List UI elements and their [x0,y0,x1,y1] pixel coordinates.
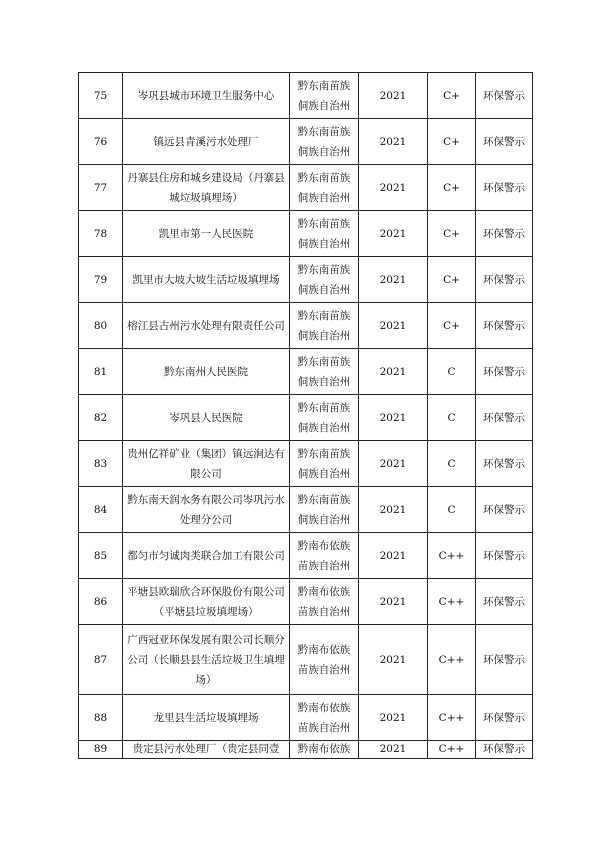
table-row [79,741,533,759]
year: 2021 [379,89,407,102]
grade: C+ [443,181,460,194]
row-number-cell [79,119,123,165]
grade: C+ [443,319,460,332]
grade: C+ [443,227,460,240]
table-row [79,211,533,257]
grade: C [447,411,456,424]
region-cell [290,257,359,303]
row-number-cell [79,395,123,441]
enterprise-name-cell [123,73,290,119]
row-number-cell [79,487,123,533]
grade: C [447,457,456,470]
year-cell [359,487,428,533]
warning-type-cell [476,741,533,759]
region: 黔东南苗族侗族自治州 [297,79,351,112]
region: 黔东南苗族侗族自治州 [297,355,351,388]
year-cell [359,533,428,579]
region: 黔东南苗族侗族自治州 [297,447,351,480]
region: 黔东南苗族侗族自治州 [297,263,351,296]
warning-type-cell [476,625,533,695]
row-number-cell [79,695,123,741]
warning-type-cell [476,211,533,257]
region: 黔东南苗族侗族自治州 [297,171,351,204]
warning-type: 环保警示 [483,743,525,755]
year: 2021 [379,711,407,724]
grade-cell [428,395,476,441]
row-number-cell [79,741,123,759]
row-number: 75 [93,89,108,102]
grade-cell [428,741,476,759]
enterprise-name-cell [123,695,290,741]
table-row [79,533,533,579]
grade-cell [428,349,476,395]
enterprise-name: 贵定县污水处理厂（贵定县同壹 [132,743,280,755]
grade-cell [428,257,476,303]
grade: C+ [443,89,460,102]
year: 2021 [379,365,407,378]
year-cell [359,625,428,695]
region: 黔东南苗族侗族自治州 [297,217,351,250]
enterprise-name: 榕江县古州污水处理有限责任公司 [127,319,285,332]
grade: C [447,503,456,516]
year: 2021 [379,503,407,516]
year-cell [359,211,428,257]
enterprise-name-cell [123,741,290,759]
warning-type-cell [476,487,533,533]
region-cell [290,165,359,211]
region: 黔南布依族苗族自治州 [297,701,351,734]
grade-cell [428,211,476,257]
table-row [79,165,533,211]
row-number-cell [79,625,123,695]
row-number: 86 [93,595,108,608]
year-cell [359,349,428,395]
year: 2021 [379,181,407,194]
enterprise-name: 黔东南天润水务有限公司岑巩污水处理分公司 [127,493,285,526]
year-cell [359,395,428,441]
year-cell [359,165,428,211]
grade-cell [428,487,476,533]
year: 2021 [379,595,407,608]
row-number-cell [79,441,123,487]
enterprise-name: 凯里市大坡大坡生活垃圾填埋场 [132,273,280,286]
warning-type-cell [476,441,533,487]
row-number-cell [79,349,123,395]
year-cell [359,303,428,349]
year-cell [359,119,428,165]
grade: C++ [438,595,465,608]
row-number-cell [79,533,123,579]
warning-type: 环保警示 [483,181,525,194]
region: 黔南布依族苗族自治州 [297,539,351,572]
enterprise-name-cell [123,303,290,349]
region-cell [290,395,359,441]
year-cell [359,441,428,487]
table-row [79,303,533,349]
grade: C+ [443,273,460,286]
year-cell [359,73,428,119]
region-cell [290,303,359,349]
row-number: 81 [93,365,108,378]
region-cell [290,625,359,695]
table-row [79,119,533,165]
year: 2021 [379,411,407,424]
row-number-cell [79,303,123,349]
row-number: 77 [93,181,108,194]
region-cell [290,487,359,533]
region-cell [290,579,359,625]
warning-type: 环保警示 [483,89,525,102]
enterprise-name: 岑巩县城市环境卫生服务中心 [137,89,275,102]
region-cell [290,349,359,395]
grade: C [447,365,456,378]
warning-type: 环保警示 [483,503,525,516]
enterprise-name: 龙里县生活垃圾填埋场 [153,711,259,724]
grade: C++ [438,743,465,755]
row-number: 78 [93,227,108,240]
warning-type-cell [476,257,533,303]
table-row [79,625,533,695]
warning-type-cell [476,165,533,211]
region-cell [290,119,359,165]
grade-cell [428,73,476,119]
enterprise-name-cell [123,165,290,211]
enterprise-name: 丹寨县住房和城乡建设局（丹寨县城垃圾填埋场） [127,171,285,204]
region-cell [290,695,359,741]
year-cell [359,695,428,741]
region-cell [290,211,359,257]
grade: C+ [443,135,460,148]
warning-type-cell [476,119,533,165]
row-number: 76 [93,135,108,148]
warning-type: 环保警示 [483,549,525,562]
warning-type: 环保警示 [483,595,525,608]
warning-type: 环保警示 [483,135,525,148]
row-number: 85 [93,549,108,562]
enterprise-name-cell [123,257,290,303]
row-number: 88 [93,711,108,724]
year: 2021 [379,135,407,148]
table-row [79,395,533,441]
region: 黔东南苗族侗族自治州 [297,309,351,342]
warning-type-cell [476,349,533,395]
warning-type-cell [476,695,533,741]
warning-type-cell [476,303,533,349]
region-cell [290,533,359,579]
grade-cell [428,441,476,487]
row-number-cell [79,257,123,303]
enterprise-name-cell [123,579,290,625]
table-row [79,487,533,533]
region-cell [290,441,359,487]
enterprise-name-cell [123,441,290,487]
grade: C++ [438,653,465,666]
table-row [79,257,533,303]
year: 2021 [379,227,407,240]
year-cell [359,579,428,625]
enterprise-name-cell [123,349,290,395]
table-row [79,441,533,487]
enterprise-name: 都匀市匀诚肉类联合加工有限公司 [127,549,285,562]
row-number-cell [79,579,123,625]
table-row [79,349,533,395]
warning-type: 环保警示 [483,411,525,424]
region: 黔南布依族苗族自治州 [297,585,351,618]
row-number: 89 [93,743,108,755]
enterprise-name-cell [123,625,290,695]
grade-cell [428,695,476,741]
enterprise-name: 广西冠亚环保发展有限公司长顺分公司（长顺县县生活垃圾卫生填埋场） [127,633,285,686]
year: 2021 [379,319,407,332]
year-cell [359,741,428,759]
enterprise-name-cell [123,119,290,165]
table-row [79,73,533,119]
enterprise-name: 凯里市第一人民医院 [158,227,254,240]
grade: C++ [438,711,465,724]
warning-type-cell [476,73,533,119]
region-cell [290,73,359,119]
region-cell [290,741,359,759]
warning-type: 环保警示 [483,227,525,240]
grade-cell [428,625,476,695]
table-row [79,695,533,741]
grade-cell [428,533,476,579]
region: 黔东南苗族侗族自治州 [297,401,351,434]
row-number-cell [79,165,123,211]
row-number: 84 [93,503,108,516]
region: 黔南布依族 [297,743,351,755]
year: 2021 [379,457,407,470]
enterprise-rating-table [78,72,533,759]
year-cell [359,257,428,303]
grade: C++ [438,549,465,562]
row-number: 82 [93,411,108,424]
enterprise-name: 镇远县青溪污水处理厂 [153,135,259,148]
enterprise-name-cell [123,487,290,533]
enterprise-name-cell [123,395,290,441]
warning-type: 环保警示 [483,653,525,666]
year: 2021 [379,549,407,562]
warning-type: 环保警示 [483,711,525,724]
row-number-cell [79,211,123,257]
warning-type: 环保警示 [483,365,525,378]
year: 2021 [379,273,407,286]
region: 黔南布依族苗族自治州 [297,643,351,676]
grade-cell [428,303,476,349]
warning-type-cell [476,533,533,579]
row-number: 83 [93,457,108,470]
enterprise-name: 黔东南州人民医院 [164,365,248,378]
row-number: 79 [93,273,108,286]
region: 黔东南苗族侗族自治州 [297,125,351,158]
enterprise-name: 贵州亿祥矿业（集团）镇远涧达有限公司 [127,447,285,480]
warning-type: 环保警示 [483,457,525,470]
year: 2021 [379,743,407,755]
warning-type: 环保警示 [483,273,525,286]
year: 2021 [379,653,407,666]
table-row [79,579,533,625]
row-number: 87 [93,653,108,666]
enterprise-name: 平塘县欧瑞欣合环保股份有限公司（平塘县垃圾填埋场） [127,585,285,618]
enterprise-name-cell [123,211,290,257]
grade-cell [428,579,476,625]
warning-type: 环保警示 [483,319,525,332]
row-number-cell [79,73,123,119]
table-body [79,73,533,759]
grade-cell [428,165,476,211]
grade-cell [428,119,476,165]
row-number: 80 [93,319,108,332]
warning-type-cell [476,579,533,625]
region: 黔东南苗族侗族自治州 [297,493,351,526]
warning-type-cell [476,395,533,441]
enterprise-name: 岑巩县人民医院 [169,411,243,424]
enterprise-name-cell [123,533,290,579]
